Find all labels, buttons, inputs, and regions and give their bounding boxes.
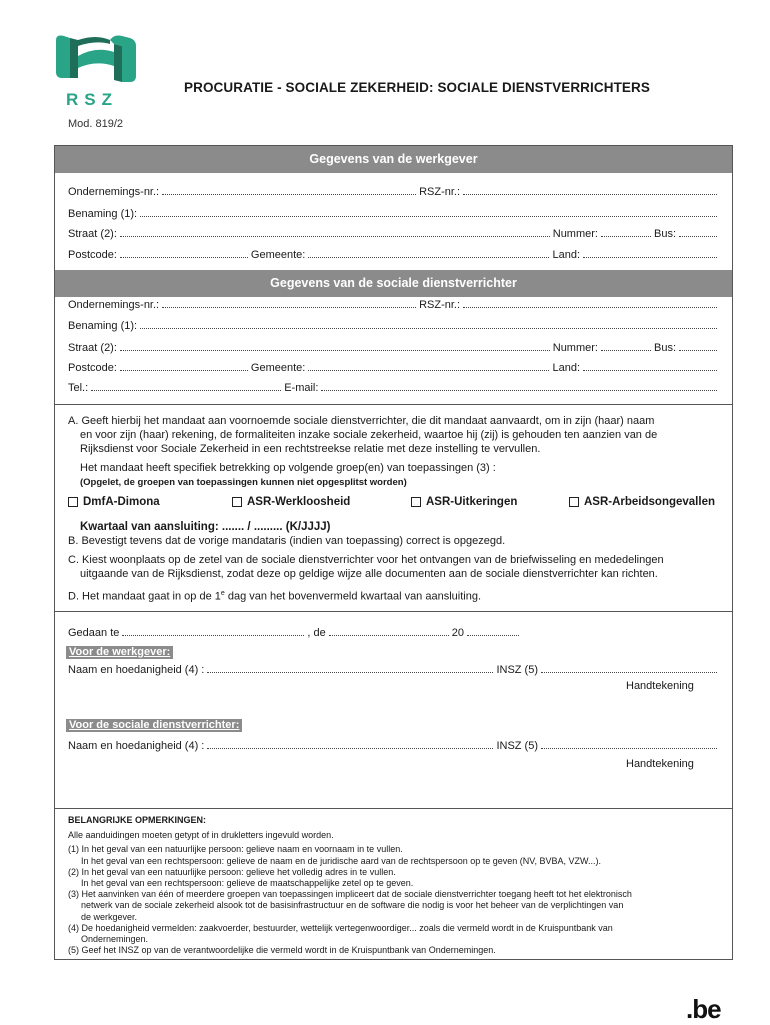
employer-rsz-nr-label: RSZ-nr.: bbox=[419, 186, 461, 198]
employer-section-header: Gegevens van de werkgever bbox=[55, 146, 732, 173]
employer-name-role-field[interactable] bbox=[207, 671, 493, 673]
important-notes bbox=[68, 815, 724, 956]
employer-signatory-row bbox=[68, 664, 720, 676]
employer-insz-field[interactable] bbox=[541, 671, 717, 673]
mandate-d-start: D. Het mandaat gaat in op de 1 bbox=[68, 590, 221, 603]
model-number: Mod. 819/2 bbox=[68, 118, 124, 130]
option-label: ASR-Arbeidsongevallen bbox=[584, 496, 715, 508]
option-asr-arbeidsongevallen[interactable] bbox=[569, 496, 715, 508]
option-asr-werkloosheid[interactable] bbox=[232, 496, 350, 508]
groups-note: (Opgelet, de groepen van toepassingen kunnen niet opgesplitst worden) bbox=[80, 477, 407, 488]
done-at-label: Gedaan te bbox=[68, 627, 120, 639]
mandate-b: B. Bevestigt tevens dat de vorige mandataris (indien van toepassing) correct is opgezegd. bbox=[68, 535, 506, 547]
mandate-a-line-3: Rijksdienst voor Sociale Zekerheid in een rechtstreekse relatie met deze instelling te vervullen. bbox=[80, 443, 541, 455]
employer-municipality-field[interactable] bbox=[308, 256, 549, 258]
checkbox[interactable] bbox=[68, 497, 78, 507]
mandate-c-line-1: C. Kiest woonplaats op de zetel van de sociale dienstverrichter voor het ontvangen van de briefwisseling en mededelingen bbox=[68, 554, 664, 566]
employer-name-label: Benaming (1): bbox=[68, 208, 138, 220]
provider-name-label: Benaming (1): bbox=[68, 320, 138, 332]
note-line: de werkgever. bbox=[81, 911, 138, 922]
provider-postcode-label: Postcode: bbox=[68, 362, 117, 374]
option-asr-uitkeringen[interactable] bbox=[411, 496, 517, 508]
employer-signature-tag: Voor de werkgever: bbox=[66, 646, 173, 659]
employer-box-label: Bus: bbox=[653, 228, 676, 240]
insz-label: INSZ (5) bbox=[496, 664, 538, 676]
employer-company-nr-field[interactable] bbox=[162, 193, 416, 195]
provider-row-ids bbox=[68, 299, 720, 311]
divider bbox=[55, 404, 732, 405]
provider-name-field[interactable] bbox=[140, 327, 717, 329]
employer-municipality-label: Gemeente: bbox=[250, 249, 306, 261]
mandate-a-line-2: en voor zijn (haar) rekening, de formaliteiten inzake sociale zekerheid, waartoe hij (zij) is gehouden ten aanzien van de bbox=[80, 429, 658, 441]
note-line: (2) In het geval van een natuurlijke persoon: gelieve het volledig adres in te vullen. bbox=[68, 866, 396, 877]
option-label: ASR-Uitkeringen bbox=[426, 496, 518, 508]
employer-row-street bbox=[68, 228, 720, 240]
provider-municipality-label: Gemeente: bbox=[250, 362, 306, 374]
provider-row-city bbox=[68, 362, 720, 374]
provider-street-label: Straat (2): bbox=[68, 342, 117, 354]
belgium-be-logo: .be bbox=[686, 994, 721, 1024]
employer-name-field[interactable] bbox=[140, 215, 717, 217]
provider-box-field[interactable] bbox=[679, 349, 717, 351]
provider-row-contact bbox=[68, 382, 720, 394]
provider-signature[interactable]: Handtekening bbox=[626, 758, 694, 770]
org-name: RSZ bbox=[66, 90, 118, 109]
mandate-d bbox=[68, 587, 481, 604]
mandate-c-line-2: uitgaande van de Rijksdienst, zodat deze op geldige wijze alle documenten aan de sociale dienstverrichter kan richten. bbox=[80, 568, 658, 580]
on-label: , de bbox=[307, 627, 326, 639]
divider bbox=[55, 808, 732, 809]
provider-row-street bbox=[68, 342, 720, 354]
employer-signature[interactable]: Handtekening bbox=[626, 680, 694, 692]
provider-street-field[interactable] bbox=[120, 349, 550, 351]
provider-country-field[interactable] bbox=[583, 369, 717, 371]
employer-country-field[interactable] bbox=[583, 256, 717, 258]
provider-box-label: Bus: bbox=[653, 342, 676, 354]
year-field[interactable] bbox=[467, 634, 519, 636]
provider-country-label: Land: bbox=[552, 362, 580, 374]
note-line: (4) De hoedanigheid vermelden: zaakvoerder, bestuurder, wettelijk vertegenwoordiger... zoals die vermeld wordt in de Kruispuntbank van bbox=[68, 922, 613, 933]
date-field[interactable] bbox=[329, 634, 449, 636]
done-at-field[interactable] bbox=[122, 634, 304, 636]
groups-intro: Het mandaat heeft specifiek betrekking op volgende groep(en) van toepassingen (3) : bbox=[80, 462, 496, 474]
employer-number-label: Nummer: bbox=[552, 228, 598, 240]
provider-tel-field[interactable] bbox=[91, 389, 281, 391]
checkbox[interactable] bbox=[232, 497, 242, 507]
employer-number-field[interactable] bbox=[601, 235, 651, 237]
employer-postcode-label: Postcode: bbox=[68, 249, 117, 261]
notes-title: BELANGRIJKE OPMERKINGEN: bbox=[68, 815, 207, 825]
provider-number-field[interactable] bbox=[601, 349, 651, 351]
mandate-d-sup: e bbox=[220, 590, 225, 597]
provider-row-name bbox=[68, 320, 720, 332]
note-line: Alle aanduidingen moeten getypt of in drukletters ingevuld worden. bbox=[68, 830, 334, 841]
provider-rsz-nr-field[interactable] bbox=[463, 306, 717, 308]
page-title: PROCURATIE - SOCIALE ZEKERHEID: SOCIALE DIENSTVERRICHTERS bbox=[184, 80, 650, 95]
employer-row-city bbox=[68, 249, 720, 261]
employer-company-nr-label: Ondernemings-nr.: bbox=[68, 186, 160, 198]
provider-rsz-nr-label: RSZ-nr.: bbox=[419, 299, 461, 311]
provider-signature-tag: Voor de sociale dienstverrichter: bbox=[66, 719, 242, 732]
provider-municipality-field[interactable] bbox=[308, 369, 549, 371]
checkbox[interactable] bbox=[411, 497, 421, 507]
mandate-a-line-1: A. Geeft hierbij het mandaat aan voornoemde sociale dienstverrichter, die dit mandaat aanvaardt, om in zijn (haar) naam bbox=[68, 415, 655, 427]
provider-postcode-field[interactable] bbox=[120, 369, 248, 371]
quarter-of-affiliation: Kwartaal van aansluiting: ....... / ......... (K/JJJJ) bbox=[80, 521, 331, 533]
note-line: In het geval van een rechtspersoon: gelieve de maatschappelijke zetel op te geven. bbox=[81, 878, 414, 889]
option-label: DmfA-Dimona bbox=[83, 496, 160, 508]
year-label: 20 bbox=[451, 627, 464, 639]
divider bbox=[55, 611, 732, 612]
employer-row-name bbox=[68, 208, 720, 220]
note-line: (1) In het geval van een natuurlijke persoon: gelieve naam en voornaam in te vullen. bbox=[68, 844, 403, 855]
name-role-label: Naam en hoedanigheid (4) : bbox=[68, 740, 205, 752]
employer-street-label: Straat (2): bbox=[68, 228, 117, 240]
employer-box-field[interactable] bbox=[679, 235, 717, 237]
provider-company-nr-label: Ondernemings-nr.: bbox=[68, 299, 160, 311]
provider-number-label: Nummer: bbox=[552, 342, 598, 354]
note-line: netwerk van de sociale zekerheid alsook tot de basisinfrastructuur en de software die nodig is voor het beheer van de verplichtingen van bbox=[81, 900, 624, 911]
provider-tel-label: Tel.: bbox=[68, 382, 89, 394]
provider-email-field[interactable] bbox=[321, 389, 717, 391]
name-role-label: Naam en hoedanigheid (4) : bbox=[68, 664, 205, 676]
option-label: ASR-Werkloosheid bbox=[247, 496, 351, 508]
note-line: (5) Geef het INSZ op van de verantwoordelijke die vermeld wordt in de Kruispuntbank van Ondernemingen. bbox=[68, 945, 496, 956]
provider-signatory-row bbox=[68, 740, 720, 752]
provider-name-role-field[interactable] bbox=[207, 747, 493, 749]
checkbox[interactable] bbox=[569, 497, 579, 507]
employer-country-label: Land: bbox=[552, 249, 580, 261]
note-line: Ondernemingen. bbox=[81, 934, 149, 945]
note-line: (3) Het aanvinken van één of meerdere groepen van toepassingen impliceert dat de sociale dienstverrichter toegang heeft tot het elektronisch bbox=[68, 889, 632, 900]
employer-rsz-nr-field[interactable] bbox=[463, 193, 717, 195]
provider-insz-field[interactable] bbox=[541, 747, 717, 749]
provider-company-nr-field[interactable] bbox=[162, 306, 416, 308]
provider-email-label: E-mail: bbox=[284, 382, 319, 394]
employer-postcode-field[interactable] bbox=[120, 256, 248, 258]
employer-street-field[interactable] bbox=[120, 235, 550, 237]
mandate-d-end: dag van het bovenvermeld kwartaal van aansluiting. bbox=[224, 590, 482, 603]
insz-label: INSZ (5) bbox=[496, 740, 538, 752]
option-dmfa-dimona[interactable] bbox=[68, 496, 160, 508]
done-at-row bbox=[68, 627, 528, 639]
note-line: In het geval van een rechtspersoon: gelieve de naam en de juridische aard van de rechtspersoon op te geven (NV, BVBA, VZW...). bbox=[81, 855, 601, 866]
provider-section-header: Gegevens van de sociale dienstverrichter bbox=[55, 270, 732, 297]
employer-row-ids bbox=[68, 186, 720, 198]
